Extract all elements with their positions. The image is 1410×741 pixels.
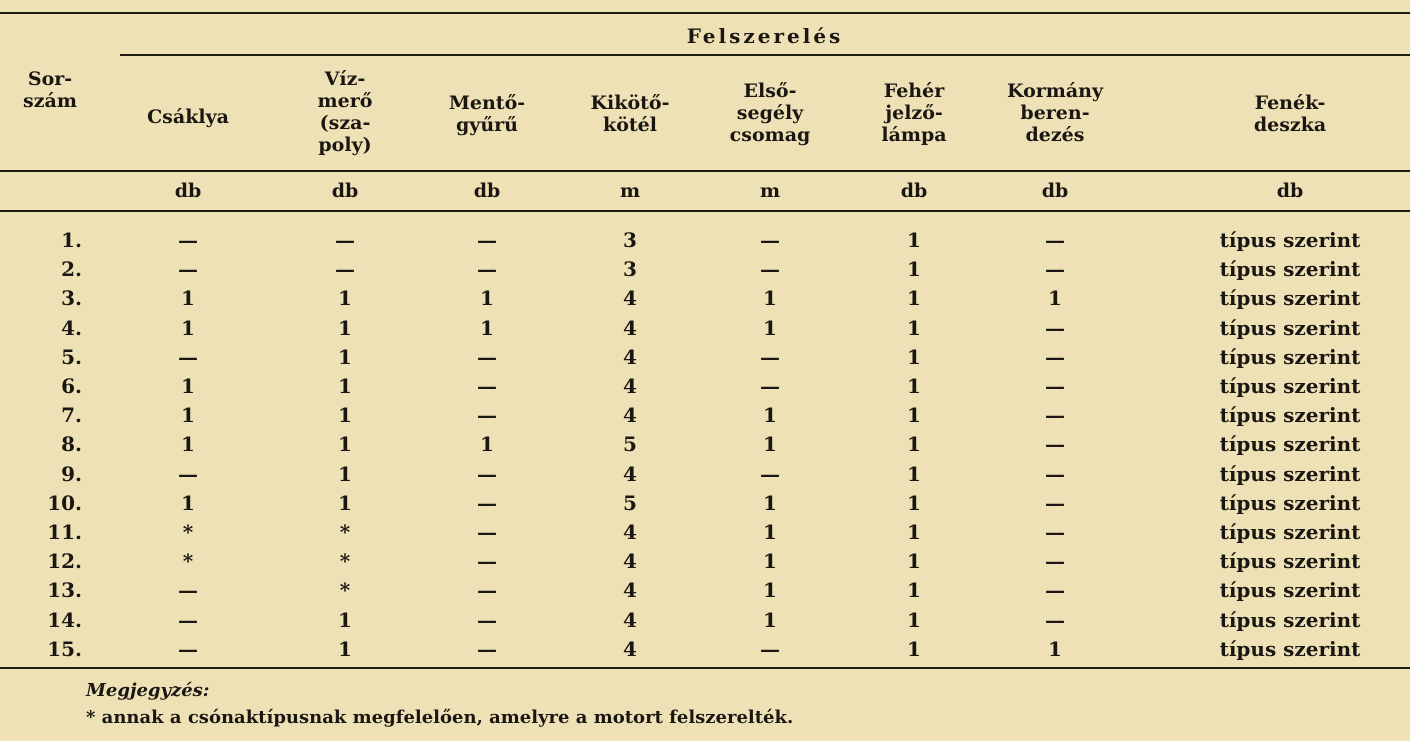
cell-feherjelzo: 1 bbox=[907, 257, 921, 282]
cell-sorszam: 13. bbox=[47, 578, 82, 603]
cell-fenekdeszka: típus szerint bbox=[1219, 315, 1361, 340]
cell-feherjelzo: 1 bbox=[907, 432, 921, 457]
cell-vizmero: — bbox=[335, 257, 355, 282]
cell-sorszam: 3. bbox=[61, 286, 82, 311]
cell-mentogyuru: — bbox=[477, 461, 497, 486]
cell-kormany: — bbox=[1045, 490, 1065, 515]
cell-fenekdeszka: típus szerint bbox=[1219, 257, 1361, 282]
header-kormany: Kormány beren- dezés bbox=[1006, 80, 1104, 146]
cell-sorszam: 5. bbox=[61, 344, 82, 369]
cell-vizmero: 1 bbox=[338, 607, 352, 632]
cell-feherjelzo: 1 bbox=[907, 403, 921, 428]
cell-elsosegely: — bbox=[760, 636, 780, 661]
header-kikotokotel: Kikötő- kötél bbox=[590, 92, 670, 136]
cell-vizmero: 1 bbox=[338, 286, 352, 311]
cell-elsosegely: 1 bbox=[763, 286, 777, 311]
cell-kikotokotel: 4 bbox=[623, 549, 637, 574]
cell-sorszam: 15. bbox=[47, 636, 82, 661]
cell-vizmero: 1 bbox=[338, 344, 352, 369]
cell-elsosegely: — bbox=[760, 257, 780, 282]
cell-fenekdeszka: típus szerint bbox=[1219, 578, 1361, 603]
cell-mentogyuru: — bbox=[477, 549, 497, 574]
unit-mentogyuru: db bbox=[473, 180, 501, 202]
cell-vizmero: * bbox=[339, 520, 351, 544]
cell-fenekdeszka: típus szerint bbox=[1219, 344, 1361, 369]
cell-sorszam: 2. bbox=[61, 257, 82, 282]
cell-kikotokotel: 5 bbox=[623, 432, 637, 457]
cell-kikotokotel: 5 bbox=[623, 490, 637, 515]
cell-kikotokotel: 4 bbox=[623, 344, 637, 369]
unit-kormany: db bbox=[1041, 180, 1069, 202]
cell-kormany: 1 bbox=[1048, 286, 1062, 311]
cell-sorszam: 10. bbox=[47, 490, 82, 515]
cell-vizmero: * bbox=[339, 549, 351, 574]
cell-mentogyuru: — bbox=[477, 636, 497, 661]
cell-mentogyuru: 1 bbox=[480, 432, 494, 457]
cell-kikotokotel: 4 bbox=[623, 636, 637, 661]
note-text: * annak a csónaktípusnak megfelelően, amelyre a motort felszerelték. bbox=[86, 707, 794, 728]
cell-sorszam: 4. bbox=[61, 315, 82, 340]
header-feherjelzo: Fehér jelző- lámpa bbox=[881, 80, 947, 146]
cell-fenekdeszka: típus szerint bbox=[1219, 374, 1361, 398]
cell-kormany: — bbox=[1045, 549, 1065, 574]
cell-elsosegely: 1 bbox=[763, 490, 777, 515]
group-title: Felszerelés bbox=[686, 24, 844, 48]
cell-csaklya: 1 bbox=[181, 315, 195, 340]
cell-elsosegely: 1 bbox=[763, 315, 777, 340]
cell-mentogyuru: — bbox=[477, 578, 497, 603]
cell-vizmero: 1 bbox=[338, 432, 352, 457]
cell-vizmero: 1 bbox=[338, 490, 352, 515]
cell-sorszam: 12. bbox=[47, 549, 82, 574]
cell-mentogyuru: — bbox=[477, 403, 497, 428]
cell-kormany: 1 bbox=[1048, 636, 1062, 661]
cell-csaklya: — bbox=[178, 636, 198, 661]
cell-feherjelzo: 1 bbox=[907, 286, 921, 311]
unit-csaklya: db bbox=[174, 180, 202, 202]
unit-vizmero: db bbox=[331, 180, 359, 202]
header-sorszam: Sor- szám bbox=[23, 68, 77, 112]
cell-fenekdeszka: típus szerint bbox=[1219, 432, 1361, 457]
cell-csaklya: — bbox=[178, 461, 198, 486]
cell-fenekdeszka: típus szerint bbox=[1219, 607, 1361, 632]
cell-elsosegely: — bbox=[760, 344, 780, 369]
cell-kormany: — bbox=[1045, 578, 1065, 603]
header-elsosegely: Első- segély csomag bbox=[729, 80, 811, 146]
cell-kikotokotel: 4 bbox=[623, 374, 637, 398]
header-csaklya: Csáklya bbox=[147, 106, 229, 128]
cell-mentogyuru: — bbox=[477, 607, 497, 632]
cell-kikotokotel: 4 bbox=[623, 461, 637, 486]
cell-vizmero: 1 bbox=[338, 636, 352, 661]
cell-fenekdeszka: típus szerint bbox=[1219, 403, 1361, 428]
cell-fenekdeszka: típus szerint bbox=[1219, 549, 1361, 574]
unit-rule bbox=[0, 210, 1410, 212]
cell-elsosegely: 1 bbox=[763, 607, 777, 632]
cell-kikotokotel: 4 bbox=[623, 286, 637, 311]
cell-fenekdeszka: típus szerint bbox=[1219, 490, 1361, 515]
cell-csaklya: 1 bbox=[181, 286, 195, 311]
cell-mentogyuru: — bbox=[477, 490, 497, 515]
cell-kikotokotel: 4 bbox=[623, 578, 637, 603]
group-rule bbox=[120, 54, 1410, 56]
cell-mentogyuru: — bbox=[477, 228, 497, 252]
cell-vizmero: 1 bbox=[338, 461, 352, 486]
cell-sorszam: 8. bbox=[61, 432, 82, 457]
cell-feherjelzo: 1 bbox=[907, 228, 921, 252]
cell-vizmero: * bbox=[339, 578, 351, 603]
cell-vizmero: 1 bbox=[338, 315, 352, 340]
cell-feherjelzo: 1 bbox=[907, 549, 921, 574]
cell-kormany: — bbox=[1045, 228, 1065, 252]
note-title: Megjegyzés: bbox=[86, 680, 210, 701]
cell-fenekdeszka: típus szerint bbox=[1219, 286, 1361, 311]
unit-fenekdeszka: db bbox=[1276, 180, 1304, 202]
cell-feherjelzo: 1 bbox=[907, 490, 921, 515]
cell-elsosegely: 1 bbox=[763, 520, 777, 544]
cell-kormany: — bbox=[1045, 344, 1065, 369]
cell-elsosegely: 1 bbox=[763, 549, 777, 574]
cell-mentogyuru: 1 bbox=[480, 315, 494, 340]
cell-sorszam: 9. bbox=[61, 461, 82, 486]
unit-kikotokotel: m bbox=[619, 180, 641, 202]
cell-sorszam: 6. bbox=[61, 374, 82, 398]
bottom-rule bbox=[0, 667, 1410, 669]
cell-vizmero: 1 bbox=[338, 403, 352, 428]
cell-fenekdeszka: típus szerint bbox=[1219, 461, 1361, 486]
cell-csaklya: 1 bbox=[181, 490, 195, 515]
cell-sorszam: 14. bbox=[47, 607, 82, 632]
cell-kormany: — bbox=[1045, 403, 1065, 428]
cell-sorszam: 11. bbox=[47, 520, 82, 544]
cell-elsosegely: 1 bbox=[763, 403, 777, 428]
cell-kikotokotel: 4 bbox=[623, 315, 637, 340]
cell-vizmero: — bbox=[335, 228, 355, 252]
cell-sorszam: 7. bbox=[61, 403, 82, 428]
cell-kormany: — bbox=[1045, 520, 1065, 544]
cell-vizmero: 1 bbox=[338, 374, 352, 398]
cell-feherjelzo: 1 bbox=[907, 374, 921, 398]
cell-kikotokotel: 4 bbox=[623, 403, 637, 428]
header-fenekdeszka: Fenék- deszka bbox=[1253, 92, 1327, 136]
cell-csaklya: — bbox=[178, 607, 198, 632]
cell-fenekdeszka: típus szerint bbox=[1219, 520, 1361, 544]
header-vizmero: Víz- merő (sza- poly) bbox=[317, 68, 373, 156]
cell-feherjelzo: 1 bbox=[907, 636, 921, 661]
cell-feherjelzo: 1 bbox=[907, 461, 921, 486]
cell-csaklya: * bbox=[182, 549, 194, 574]
cell-csaklya: — bbox=[178, 578, 198, 603]
cell-kikotokotel: 3 bbox=[623, 228, 637, 252]
cell-kormany: — bbox=[1045, 432, 1065, 457]
cell-elsosegely: 1 bbox=[763, 432, 777, 457]
cell-kikotokotel: 4 bbox=[623, 520, 637, 544]
cell-csaklya: 1 bbox=[181, 374, 195, 398]
cell-feherjelzo: 1 bbox=[907, 315, 921, 340]
cell-kormany: — bbox=[1045, 461, 1065, 486]
cell-mentogyuru: — bbox=[477, 257, 497, 282]
cell-kormany: — bbox=[1045, 315, 1065, 340]
cell-feherjelzo: 1 bbox=[907, 520, 921, 544]
cell-elsosegely: — bbox=[760, 374, 780, 398]
cell-sorszam: 1. bbox=[61, 228, 82, 252]
cell-fenekdeszka: típus szerint bbox=[1219, 636, 1361, 661]
unit-elsosegely: m bbox=[759, 180, 781, 202]
cell-csaklya: — bbox=[178, 257, 198, 282]
cell-kormany: — bbox=[1045, 374, 1065, 398]
cell-elsosegely: 1 bbox=[763, 578, 777, 603]
cell-kormany: — bbox=[1045, 257, 1065, 282]
cell-mentogyuru: — bbox=[477, 344, 497, 369]
unit-feherjelzo: db bbox=[900, 180, 928, 202]
cell-csaklya: * bbox=[182, 520, 194, 544]
cell-csaklya: — bbox=[178, 344, 198, 369]
cell-mentogyuru: — bbox=[477, 374, 497, 398]
top-rule bbox=[0, 12, 1410, 14]
cell-mentogyuru: — bbox=[477, 520, 497, 544]
cell-csaklya: 1 bbox=[181, 403, 195, 428]
cell-feherjelzo: 1 bbox=[907, 344, 921, 369]
cell-feherjelzo: 1 bbox=[907, 578, 921, 603]
cell-csaklya: — bbox=[178, 228, 198, 252]
cell-fenekdeszka: típus szerint bbox=[1219, 228, 1361, 252]
cell-csaklya: 1 bbox=[181, 432, 195, 457]
cell-elsosegely: — bbox=[760, 228, 780, 252]
cell-kikotokotel: 4 bbox=[623, 607, 637, 632]
cell-mentogyuru: 1 bbox=[480, 286, 494, 311]
cell-kormany: — bbox=[1045, 607, 1065, 632]
cell-elsosegely: — bbox=[760, 461, 780, 486]
cell-kikotokotel: 3 bbox=[623, 257, 637, 282]
header-rule bbox=[0, 170, 1410, 172]
header-mentogyuru: Mentő- gyűrű bbox=[448, 92, 526, 136]
cell-feherjelzo: 1 bbox=[907, 607, 921, 632]
